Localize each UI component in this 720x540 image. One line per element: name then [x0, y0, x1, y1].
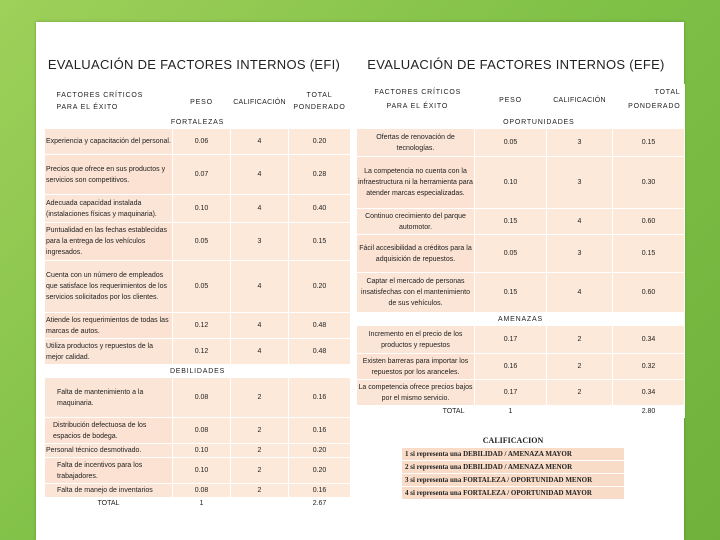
peso-cell: 0.17	[475, 326, 547, 354]
legend-item: 2 si representa una DEBILIDAD / AMENAZA MENOR	[402, 460, 624, 473]
table-row	[45, 339, 351, 365]
calificacion-cell: 4	[547, 273, 613, 313]
table-row	[357, 129, 685, 157]
table-row	[45, 313, 351, 339]
calificacion-cell: 3	[231, 223, 289, 261]
peso-cell: 0.10	[173, 195, 231, 223]
efe-header-total-line1: TOTAL	[654, 89, 681, 96]
calificacion-cell: 2	[547, 326, 613, 354]
table-row	[357, 235, 685, 273]
peso-cell: 0.15	[475, 209, 547, 235]
factor-cell: Adecuada capacidad instalada (instalaciones físicas y maquinaria).	[45, 195, 173, 223]
efi-total-label: TOTAL	[45, 498, 173, 510]
efi-header-calificacion: CALIFICACIÓN	[231, 88, 289, 116]
table-row	[357, 326, 685, 354]
table-row	[357, 354, 685, 380]
factor-cell: La competencia no cuenta con la infraestructura ni la herramienta para atender marcas especializadas.	[357, 157, 475, 209]
efi-header-factors-line1: FACTORES CRÍTICOS	[56, 92, 144, 99]
factor-cell: Distribución defectuosa de los espacios de bodega.	[45, 418, 173, 444]
table-row	[45, 155, 351, 195]
efi-title: EVALUACIÓN DE FACTORES INTERNOS (EFI)	[47, 57, 341, 72]
calificacion-cell: 2	[231, 378, 289, 418]
efe-header-peso: PESO	[475, 84, 547, 116]
factor-cell: Personal técnico desmotivado.	[45, 444, 173, 458]
total-cell: 0.60	[613, 209, 685, 235]
factor-cell: Continuo crecimiento del parque automotor.	[357, 209, 475, 235]
legend-title: CALIFICACION	[482, 436, 544, 445]
peso-cell: 0.08	[173, 378, 231, 418]
factor-cell: Falta de incentivos para los trabajadores.	[45, 458, 173, 484]
factor-cell: Atiende los requerimientos de todas las marcas de autos.	[45, 313, 173, 339]
efi-header-factors	[45, 88, 173, 116]
factor-cell: Existen barreras para importar los repuestos por los aranceles.	[357, 354, 475, 380]
calificacion-cell: 2	[231, 484, 289, 498]
efe-total-calificacion	[547, 406, 613, 418]
legend-item: 3 si representa una FORTALEZA / OPORTUNIDAD MENOR	[402, 473, 624, 486]
efe-section-threats: AMENAZAS	[357, 313, 685, 326]
total-cell: 0.16	[289, 378, 351, 418]
efe-header-factors	[357, 84, 475, 116]
peso-cell: 0.05	[173, 261, 231, 313]
calificacion-cell: 4	[231, 339, 289, 365]
factor-cell: Incremento en el precio de los productos y repuestos	[357, 326, 475, 354]
legend-item: 1 si representa una DEBILIDAD / AMENAZA MAYOR	[402, 447, 624, 460]
calificacion-cell: 3	[547, 129, 613, 157]
table-row	[357, 273, 685, 313]
efi-header-peso: PESO	[173, 88, 231, 116]
total-cell: 0.15	[613, 235, 685, 273]
factor-cell: Cuenta con un número de empleados que satisface los requerimientos de los servicios solicitados por los clientes.	[45, 261, 173, 313]
efi-section-weaknesses: DEBILIDADES	[45, 365, 351, 378]
table-row	[45, 223, 351, 261]
table-row	[357, 157, 685, 209]
peso-cell: 0.07	[173, 155, 231, 195]
factor-cell: La competencia ofrece precios bajos por el mismo servicio.	[357, 380, 475, 406]
calificacion-cell: 2	[547, 380, 613, 406]
table-row	[45, 484, 351, 498]
total-cell: 0.20	[289, 444, 351, 458]
total-cell: 0.20	[289, 261, 351, 313]
peso-cell: 0.10	[475, 157, 547, 209]
efi-table	[44, 88, 351, 510]
table-row	[45, 195, 351, 223]
table-row	[45, 458, 351, 484]
total-cell: 0.16	[289, 418, 351, 444]
total-cell: 0.48	[289, 339, 351, 365]
efe-header-total	[613, 84, 685, 116]
calificacion-cell: 4	[547, 209, 613, 235]
calificacion-cell: 4	[231, 129, 289, 155]
factor-cell: Experiencia y capacitación del personal.	[45, 129, 173, 155]
peso-cell: 0.05	[475, 129, 547, 157]
factor-cell: Captar el mercado de personas insatisfechas con el mantenimiento de sus vehículos.	[357, 273, 475, 313]
efi-header-factors-line2: PARA EL ÉXITO	[56, 104, 119, 111]
peso-cell: 0.05	[173, 223, 231, 261]
total-cell: 0.20	[289, 458, 351, 484]
peso-cell: 0.10	[173, 458, 231, 484]
factor-cell: Fácil accesibilidad a créditos para la adquisición de repuestos.	[357, 235, 475, 273]
calificacion-cell: 3	[547, 157, 613, 209]
calificacion-cell: 4	[231, 155, 289, 195]
total-cell: 0.28	[289, 155, 351, 195]
efi-section-strengths: FORTALEZAS	[45, 116, 351, 129]
factor-cell: Ofertas de renovación de tecnologías.	[357, 129, 475, 157]
calificacion-cell: 2	[231, 444, 289, 458]
table-row	[357, 209, 685, 235]
calificacion-cell: 3	[547, 235, 613, 273]
efe-total-label: TOTAL	[357, 406, 475, 418]
calificacion-cell: 2	[231, 458, 289, 484]
efe-header-total-line2: PONDERADO	[628, 103, 681, 110]
factor-cell: Puntualidad en las fechas establecidas para la entrega de los vehículos ingresados.	[45, 223, 173, 261]
peso-cell: 0.06	[173, 129, 231, 155]
peso-cell: 0.12	[173, 339, 231, 365]
peso-cell: 0.08	[173, 418, 231, 444]
legend-item: 4 si representa una FORTALEZA / OPORTUNIDAD MAYOR	[402, 486, 624, 499]
total-cell: 0.15	[289, 223, 351, 261]
efe-total-value: 2.80	[613, 406, 685, 418]
factor-cell: Falta de mantenimiento a la maquinaria.	[45, 378, 173, 418]
efe-total-row	[357, 406, 685, 418]
total-cell: 0.32	[613, 354, 685, 380]
factor-cell: Precios que ofrece en sus productos y servicios son competitivos.	[45, 155, 173, 195]
efi-total-peso: 1	[173, 498, 231, 510]
calificacion-cell: 4	[231, 195, 289, 223]
table-row	[45, 444, 351, 458]
table-row	[45, 378, 351, 418]
total-cell: 0.34	[613, 380, 685, 406]
calificacion-cell: 2	[547, 354, 613, 380]
efi-header-total	[289, 88, 351, 116]
efi-header-total-line2: PONDERADO	[293, 104, 346, 111]
total-cell: 0.16	[289, 484, 351, 498]
total-cell: 0.30	[613, 157, 685, 209]
peso-cell: 0.12	[173, 313, 231, 339]
efi-total-row	[45, 498, 351, 510]
calificacion-legend	[402, 434, 624, 499]
efe-total-peso: 1	[475, 406, 547, 418]
efi-total-calificacion	[231, 498, 289, 510]
efe-header-calificacion: CALIFICACIÓN	[547, 84, 613, 116]
factor-cell: Utiliza productos y repuestos de la mejor calidad.	[45, 339, 173, 365]
factor-cell: Falta de manejo de inventarios	[45, 484, 173, 498]
efi-total-value: 2.67	[289, 498, 351, 510]
total-cell: 0.34	[613, 326, 685, 354]
calificacion-cell: 2	[231, 418, 289, 444]
peso-cell: 0.15	[475, 273, 547, 313]
total-cell: 0.48	[289, 313, 351, 339]
total-cell: 0.40	[289, 195, 351, 223]
table-row	[357, 380, 685, 406]
peso-cell: 0.10	[173, 444, 231, 458]
total-cell: 0.60	[613, 273, 685, 313]
total-cell: 0.20	[289, 129, 351, 155]
calificacion-cell: 4	[231, 261, 289, 313]
table-row	[45, 418, 351, 444]
peso-cell: 0.05	[475, 235, 547, 273]
efe-header-factors-line2: PARA EL ÉXITO	[386, 103, 449, 110]
peso-cell: 0.16	[475, 354, 547, 380]
table-row	[45, 261, 351, 313]
efe-header-factors-line1: FACTORES CRÍTICOS	[374, 89, 462, 96]
peso-cell: 0.08	[173, 484, 231, 498]
efe-title: EVALUACIÓN DE FACTORES INTERNOS (EFE)	[367, 57, 665, 72]
peso-cell: 0.17	[475, 380, 547, 406]
efe-table	[356, 84, 685, 418]
total-cell: 0.15	[613, 129, 685, 157]
table-row	[45, 129, 351, 155]
efi-header-total-line1: TOTAL	[306, 92, 333, 99]
efe-section-opportunities: OPORTUNIDADES	[357, 116, 685, 129]
calificacion-cell: 4	[231, 313, 289, 339]
